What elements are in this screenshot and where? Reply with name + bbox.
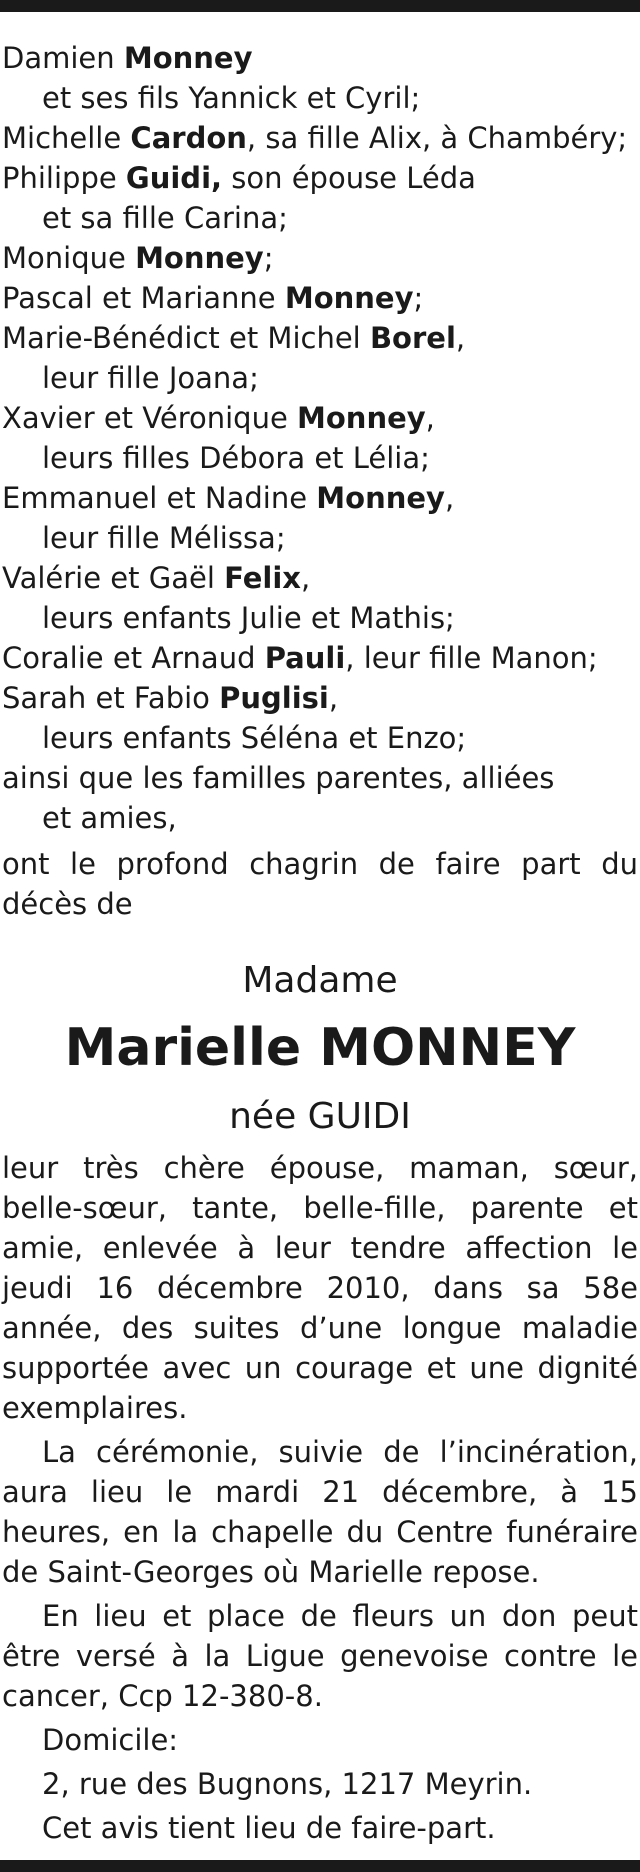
paragraph-donation: En lieu et place de fleurs un don peut être versé à la Ligue genevoise contre le cancer, Ccp 12-380-8.	[2, 1599, 638, 1713]
family-line: leurs enfants Séléna et Enzo;	[42, 721, 467, 755]
family-line	[2, 398, 638, 438]
family-line	[2, 38, 638, 78]
family-line-suffix: son épouse Léda	[222, 161, 476, 195]
domicile-label: Domicile:	[42, 1723, 179, 1757]
family-surname: Monney	[316, 481, 445, 515]
family-surname: Felix	[224, 561, 301, 595]
family-surname: Monney	[297, 401, 426, 435]
family-line-suffix: , sa fille Alix, à Chambéry;	[246, 121, 628, 155]
family-line-suffix: ;	[263, 241, 274, 275]
family-line-suffix: ,	[328, 681, 339, 715]
notice-content	[2, 38, 638, 1848]
top-rule	[0, 0, 640, 12]
family-line-suffix: ,	[425, 401, 435, 435]
family-line: leurs filles Débora et Lélia;	[42, 441, 430, 475]
closing-note: Cet avis tient lieu de faire-part.	[42, 1811, 496, 1845]
family-line-suffix: ,	[455, 321, 466, 355]
family-line	[2, 558, 638, 598]
family-line	[2, 478, 638, 518]
family-line-prefix: Philippe	[2, 161, 126, 195]
notice-body	[2, 1148, 638, 1716]
family-surname: Cardon	[130, 121, 247, 155]
family-line	[2, 318, 638, 358]
family-line-suffix: ,	[444, 481, 455, 515]
family-line-prefix: Valérie et Gaël	[2, 561, 225, 595]
family-line: et ses fils Yannick et Cyril;	[42, 81, 421, 115]
family-line-suffix: ,	[300, 561, 311, 595]
family-line	[2, 238, 638, 278]
family-surname: Pauli	[264, 641, 346, 675]
family-surname: Puglisi	[219, 681, 329, 715]
born-name: née GUIDI	[229, 1096, 411, 1137]
family-surname: Monney	[123, 41, 253, 75]
family-line	[2, 158, 638, 198]
family-line-prefix: Sarah et Fabio	[2, 681, 220, 715]
family-surname: Borel	[369, 321, 456, 355]
family-line-suffix: ;	[413, 281, 424, 315]
family-surname: Monney	[284, 281, 414, 315]
family-line: ainsi que les familles parentes, alliées	[2, 761, 555, 795]
family-line	[2, 118, 638, 158]
family-line-prefix: Emmanuel et Nadine	[2, 481, 317, 515]
family-line-suffix: , leur fille Manon;	[345, 641, 598, 675]
family-line-prefix: Pascal et Marianne	[2, 281, 285, 315]
family-line: et amies,	[42, 801, 177, 835]
family-list	[2, 38, 638, 838]
family-surname: Guidi,	[125, 161, 223, 195]
family-line-prefix: Marie-Bénédict et Michel	[2, 321, 370, 355]
family-line-prefix: Michelle	[2, 121, 131, 155]
family-line: leur fille Mélissa;	[42, 521, 286, 555]
family-line: leur fille Joana;	[42, 361, 259, 395]
title-madame: Madame	[242, 960, 398, 1001]
family-line: et sa fille Carina;	[42, 201, 288, 235]
family-line-prefix: Monique	[2, 241, 136, 275]
intro-text: ont le profond chagrin de faire part du décès de	[2, 847, 638, 921]
family-line-prefix: Xavier et Véronique	[2, 401, 298, 435]
family-line: leurs enfants Julie et Mathis;	[42, 601, 455, 635]
family-line-prefix: Damien	[2, 41, 124, 75]
family-surname: Monney	[135, 241, 264, 275]
bottom-rule	[0, 1860, 640, 1872]
family-line-prefix: Coralie et Arnaud	[2, 641, 265, 675]
family-line	[2, 278, 638, 318]
family-line	[2, 638, 638, 678]
paragraph-announcement: leur très chère épouse, maman, sœur, belle-sœur, tante, belle-fille, parente et amie, enlevée à leur tendre affection le jeudi 16 décembre 2010, dans sa 58e année, des suites d’une longue maladie supportée avec un courage et une dignité exemplaires.	[2, 1151, 638, 1425]
family-line	[2, 678, 638, 718]
domicile-address: 2, rue des Bugnons, 1217 Meyrin.	[42, 1767, 533, 1801]
deceased-name: Marielle MONNEY	[64, 1018, 576, 1078]
paragraph-ceremony: La cérémonie, suivie de l’incinération, aura lieu le mardi 21 décembre, à 15 heures, en la chapelle du Centre funéraire de Saint-Georges où Marielle repose.	[2, 1435, 638, 1589]
